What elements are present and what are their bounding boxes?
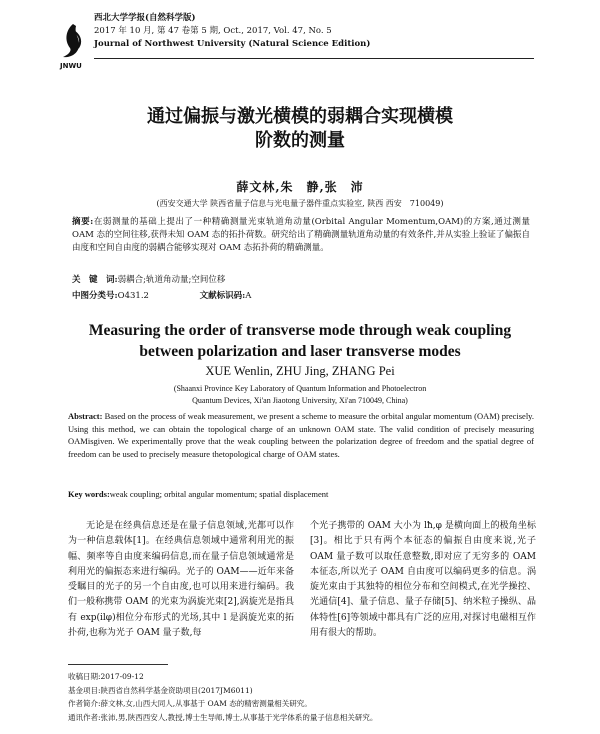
keywords-en-label: Key words: [68,489,110,499]
abstract-cn-text: 在弱测量的基础上提出了一种精确测量光束轨道角动量(Orbital Angular Momentum,OAM)的方案,通过测量 OAM 态的空间往移,获得未知 OAM 态的拓扑荷数。研究给出了精确测量轨道角动量的有效条件,并从实验上验证了偏振自由度和空间自由度的弱耦合能够实现对 OAM 态拓扑荷的精确测量。 [72,217,530,253]
journal-name-en: Journal of Northwest University (Natural Science Edition) [94,39,371,49]
footnote-divider [68,664,168,665]
keywords-en-text: weak coupling; orbital angular momentum; spatial displacement [109,489,329,499]
clc-label: 中图分类号: [72,291,118,301]
footnote-funding: 基金项目:陕西省自然科学基金资助项目(2017JM6011) [68,685,253,695]
journal-name-cn: 西北大学学报(自然科学版) [94,13,196,23]
footnote-author-bio: 作者简介:薛文林,女,山西大同人,从事基于 OAM 态的精密测量相关研究。 [68,699,312,708]
title-cn-line: 阶数的测量 [255,130,345,151]
footnote-received: 收稿日期:2017-09-12 [68,672,144,681]
header-divider [94,58,534,59]
body-column-left: 无论是在经典信息还是在量子信息领域,光都可以作为一种信息载体[1]。在经典信息领域中通常利用光的振幅、频率等自由度来编码信息,而在量子信息领域通常是利用光的偏振态来进行编码。光子的 OAM——近年来备受瞩目的光子的另一个自由度,也可以用来进行编码。我们一般称携带 OAM 的光束为涡旋光束[2],涡旋光是指具有 exp(ilφ)相位分布形式的光场,其中 l 是涡旋光束的拓扑荷,也称为光子 OAM 量子数,每 [68,521,294,639]
abstract-cn-label: 摘要: [72,217,94,227]
journal-logo [60,22,86,60]
title-en-line: Measuring the order of transverse mode through weak coupling [88,322,512,339]
classification [72,290,530,303]
abstract-en-label: Abstract: [68,411,103,421]
logo-mark-icon [60,22,86,60]
footnote-corresponding: 通讯作者:张沛,男,陕西西安人,教授,博士生导师,博士,从事基于光学体系的量子信息相关研究。 [68,712,378,722]
doc-code-label: 文献标识码: [199,291,246,301]
abstract-en-text: Based on the process of weak measurement, we present a scheme to measure the orbital angular momentum (OAM) precisely. Using this method, we can obtain the topological charge of an unknown OAM state. The valid condition of precisely measuring OAMisgiven. We experimentally prove that the weak coupling between the polarization degree of freedom and the spatial degree of freedom can be used to precisely measure thetopological charge of OAM states. [68,411,535,459]
keywords-cn [72,274,530,287]
authors-cn: 薛文林,朱 静,张 沛 [236,180,364,194]
title-cn-line: 通过偏振与激光横模的弱耦合实现横模 [147,106,453,127]
affiliation-cn: (西安交通大学 陕西省量子信息与光电量子器件重点实验室, 陕西 西安 710049) [156,199,444,208]
logo-caption: JNWU [60,62,82,70]
keywords-cn-text: 弱耦合;轨道角动量;空间位移 [117,275,226,285]
affiliation-en [60,383,540,407]
doc-code-value: A [245,291,252,301]
keywords-cn-label: 关 键 词: [72,275,118,285]
footnotes [68,670,548,724]
abstract-en [68,410,534,460]
title-en [60,320,540,362]
authors-en: XUE Wenlin, ZHU Jing, ZHANG Pei [205,364,395,378]
journal-issue: 2017 年 10 月, 第 47 卷第 5 期, Oct., 2017, Vol. 47, No. 5 [94,26,332,36]
abstract-cn [72,216,530,255]
title-cn [60,105,540,153]
affiliation-en-line: (Shaanxi Province Key Laboratory of Quantum Information and Photoelectron [173,384,427,393]
keywords-en [68,488,534,501]
clc-value: O431.2 [117,291,149,301]
affiliation-en-line: Quantum Devices, Xi'an Jiaotong University, Xi'an 710049, China) [192,396,408,405]
journal-header [94,12,370,51]
body-column-right: 个光子携带的 OAM 大小为 lħ,φ 是横向面上的极角坐标[3]。相比于只有两个本征态的偏振自由度来说,光子 OAM 量子数可以取任意整数,即对应了无穷多的 OAM 本征态,所以光子 OAM 自由度可以编码更多的信息。涡旋光束由于其独特的相位分布和空间模式,在光学操控、光通信[4]、量子信息、量子存储[5]、纳米粒子操纵、晶体特性[6]等领域中都具有广泛的应用,对探讨电磁相互作用有很大的帮助。 [310,521,536,639]
title-en-line: between polarization and laser transverse modes [139,343,461,360]
